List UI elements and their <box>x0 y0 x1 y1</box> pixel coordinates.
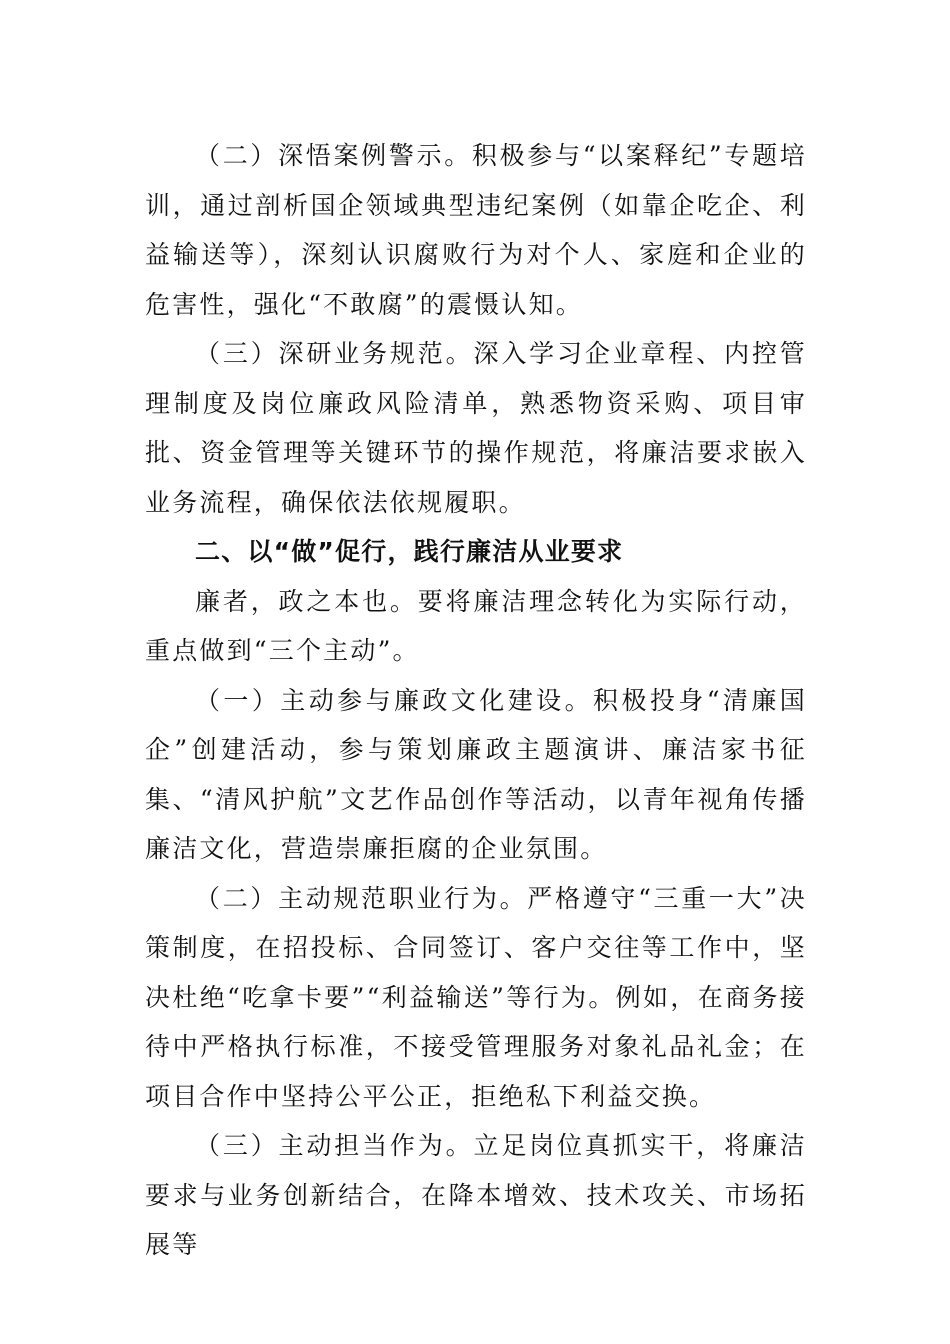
paragraph-take-responsibility: （三）主动担当作为。立足岗位真抓实干，将廉洁要求与业务创新结合，在降本增效、技术攻关、市场拓展等 <box>145 1131 807 1259</box>
section-heading: 二、以“做”促行，践行廉洁从业要求 <box>195 537 624 566</box>
paragraph-case-warning: （二）深悟案例警示。积极参与“以案释纪”专题培训，通过剖析国企领域典型违纪案例（如靠企吃企、利益输送等），深刻认识腐败行为对个人、家庭和企业的危害性，强化“不敢腐”的震慑认知。 <box>145 141 807 319</box>
paragraph-business-norms: （三）深研业务规范。深入学习企业章程、内控管理制度及岗位廉政风险清单，熟悉物资采购、项目审批、资金管理等关键环节的操作规范，将廉洁要求嵌入业务流程，确保依法依规履职。 <box>145 339 807 517</box>
paragraph-culture-building: （一）主动参与廉政文化建设。积极投身“清廉国企”创建活动，参与策划廉政主题演讲、廉洁家书征集、“清风护航”文艺作品创作等活动，以青年视角传播廉洁文化，营造崇廉拒腐的企业氛围。 <box>145 685 807 863</box>
paragraph-section-intro: 廉者，政之本也。要将廉洁理念转化为实际行动，重点做到“三个主动”。 <box>145 586 807 665</box>
paragraph-professional-conduct: （二）主动规范职业行为。严格遵守“三重一大”决策制度，在招投标、合同签订、客户交往等工作中，坚决杜绝“吃拿卡要”“利益输送”等行为。例如，在商务接待中严格执行标准，不接受管理服务对象礼品礼金；在项目合作中坚持公平公正，拒绝私下利益交换。 <box>145 883 807 1111</box>
document-body <box>145 131 807 1270</box>
